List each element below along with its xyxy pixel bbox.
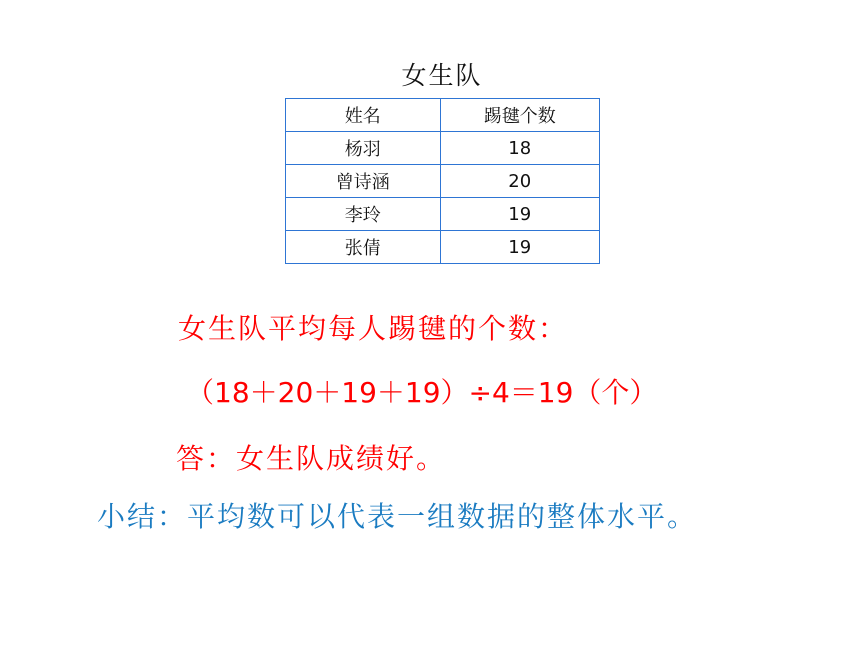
answer-line: 答：女生队成绩好。 [176,442,447,475]
cell-count: 20 [440,165,600,198]
cell-name: 曾诗涵 [286,165,441,198]
column-header-count: 踢毽个数 [440,99,600,132]
cell-name: 张倩 [286,231,441,264]
column-header-name: 姓名 [286,99,441,132]
table-header-row [286,99,600,132]
table-row [286,231,600,264]
table-row [286,132,600,165]
table-row [286,165,600,198]
table-row [286,198,600,231]
question-line: 女生队平均每人踢毽的个数： [178,312,569,345]
page-title: 女生队 [401,61,483,90]
cell-count: 18 [440,132,600,165]
summary-line: 小结：平均数可以代表一组数据的整体水平。 [97,500,698,533]
cell-name: 杨羽 [286,132,441,165]
formula-line: （18＋20＋19＋19）÷4＝19（个） [186,376,658,409]
cell-count: 19 [440,198,600,231]
cell-count: 19 [440,231,600,264]
cell-name: 李玲 [286,198,441,231]
score-table [285,98,600,264]
